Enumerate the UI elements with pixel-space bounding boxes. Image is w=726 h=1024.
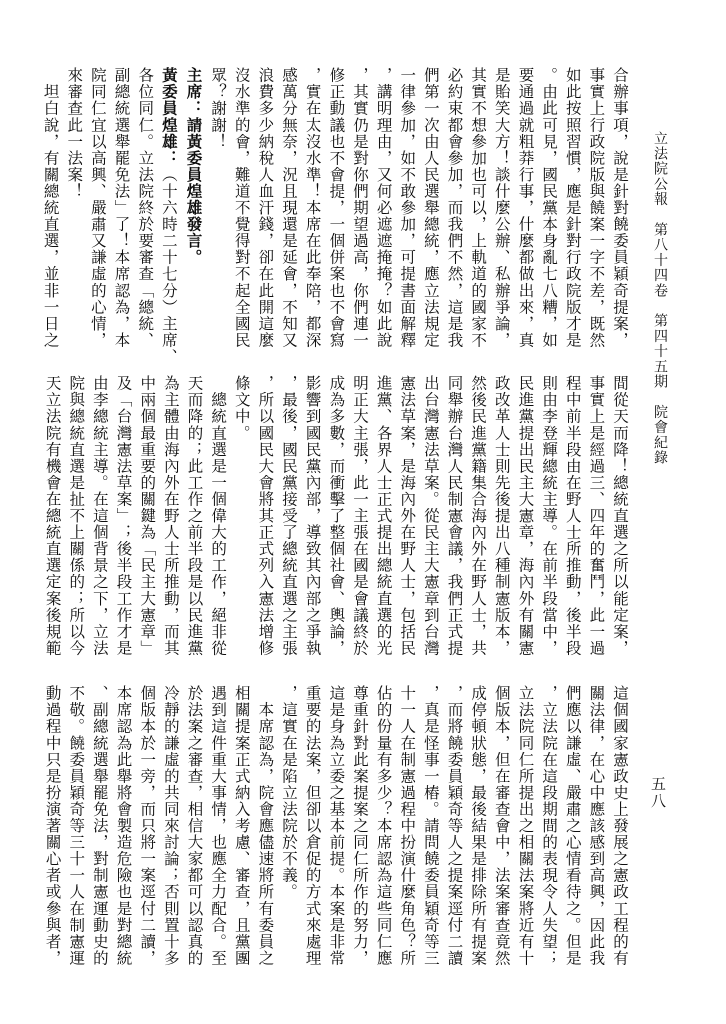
text-column: 條文中。 bbox=[232, 375, 251, 442]
text-column: 民進黨提出民主大憲章，海內外有關憲 bbox=[516, 375, 535, 657]
text-column: 沒水準的會，難道不覺得對不起全國民 bbox=[232, 67, 251, 349]
text-column: 是貽笑大方！談什麼公辦、私辦爭論， bbox=[492, 67, 511, 349]
text-column: 事實上是經過三、四年的奮鬥，此一過 bbox=[587, 375, 606, 657]
text-column: 們第一次由人民選舉總統，應立法規定 bbox=[421, 67, 440, 349]
text-column: 憲法草案，是海內外在野人士，包括民 bbox=[398, 375, 417, 657]
text-column: 天立法院有機會在總統直選定案後規範 bbox=[43, 375, 62, 657]
text-column: 成停頓狀態，最後結果是排除所有提案 bbox=[469, 685, 488, 967]
text-column: ，講明理由，又何必遮遮掩掩？如此說 bbox=[374, 67, 393, 349]
text-column: 為主體由海內外在野人士所推動，而其 bbox=[161, 375, 180, 657]
text-column: 坦白說，有關總統直選，並非一日之 bbox=[41, 67, 60, 349]
text-column: 十一人在制憲過程中扮演什麼角色？所 bbox=[398, 685, 417, 967]
text-column: 這個國家憲政史上發展之憲政工程的有 bbox=[611, 685, 629, 967]
text-column: 同舉辦台灣人民制憲會議，我們正式提 bbox=[445, 375, 464, 657]
text-column: 中兩個最重要的關鍵為「民主大憲章」 bbox=[138, 375, 157, 657]
text-column: ，而將饒委員穎奇等人之提案逕付二讀 bbox=[445, 685, 464, 967]
text-column: 佔的份量有多少？本席認為這些同仁應 bbox=[374, 685, 393, 967]
speaker-name: 主席：請黃委員煌雄發言。 bbox=[184, 67, 204, 266]
speaker-name: 黃委員煌雄： bbox=[159, 67, 179, 167]
text-column: 本席認為，院會應儘速將所有委員之 bbox=[256, 685, 275, 967]
text-column: 重要的法案，但卻以倉促的方式來處理 bbox=[303, 685, 322, 967]
text-column: ，真是怪事一樁。請問饒委員穎奇等三 bbox=[421, 685, 440, 967]
text-column: 們應以謙虛、嚴肅之心情看待之。但是 bbox=[563, 685, 582, 967]
text-column: 個版本，但在審查會中，法案審查竟然 bbox=[492, 685, 511, 967]
text-column: 、副總統選舉罷免法，對制憲運動史的 bbox=[90, 685, 109, 967]
text-column: 其實不想參加也可以，上軌道的國家不 bbox=[469, 67, 488, 349]
text-column: 院與總統直選是扯不上關係的；所以今 bbox=[67, 375, 86, 657]
text-strip-middle bbox=[40, 375, 631, 658]
text-column: 如此按照習慣，應是針對行政院版才是 bbox=[563, 67, 582, 349]
text-column: ，立法院在這段期間的表現令人失望； bbox=[540, 685, 559, 967]
text-column: ，其實仍是對你們期望過高，你們連一 bbox=[350, 67, 369, 349]
text-column: 本席認為此舉將會製造危險也是對總統 bbox=[114, 685, 133, 967]
text-column: 及「台灣憲法草案」；後半段工作才是 bbox=[114, 375, 133, 657]
text-column: ，實在太沒水準！本席在此奉陪，都深 bbox=[303, 67, 322, 349]
text-column: 黃委員煌雄：（十六時二十七分）主席、 bbox=[159, 67, 179, 365]
text-column: 則由李登輝總統主導。在前半段當中， bbox=[540, 375, 559, 657]
text-column: 相關提案正式納入考慮、審查，且黨團 bbox=[232, 685, 251, 967]
text-column: 間從天而降！總統直選之所以能定案， bbox=[611, 375, 629, 657]
text-column: 由李總統主導。在這個背景之下，立法 bbox=[90, 375, 109, 657]
text-column bbox=[181, 67, 206, 350]
text-column: 天而降的；此工作之前半段是以民進黨 bbox=[185, 375, 204, 657]
text-column: 然後民進黨籍集合海內外在野人士，共 bbox=[469, 375, 488, 657]
text-column: 政改革人士則先後提出八種制憲版本， bbox=[492, 375, 511, 657]
text-column: 出台灣憲法草案。從民主大憲章到台灣 bbox=[421, 375, 440, 657]
text-column: 進黨、各界人士正式提出總統直選的光 bbox=[374, 375, 393, 657]
text-column: 個版本於一旁，而只將一案逕付二讀， bbox=[138, 685, 157, 967]
text-column: 尊重針對此案提案之同仁所作的努力， bbox=[350, 685, 369, 967]
text-column: 於法案之審查，相信大家都可以認真的 bbox=[185, 685, 204, 967]
text-column: 冷靜的謙虛的共同來討論；否則置十多 bbox=[161, 685, 180, 967]
text-column: 副總統選舉罷免法」了！本席認為，本 bbox=[112, 67, 131, 349]
text-column: 遇到這件重大事情，也應全力配合。至 bbox=[209, 685, 228, 967]
text-column: 來審查此一法案！ bbox=[65, 67, 84, 200]
text-column: 合辦事項，說是針對饒委員穎奇提案， bbox=[611, 67, 629, 349]
text-column: 。由此可見，國民黨本身亂七八糟，如 bbox=[540, 67, 559, 349]
text-column: 影響到國民黨內部，導致其內部之爭執 bbox=[303, 375, 322, 657]
text-column: ，最後，國民黨接受了總統直選之主張 bbox=[280, 375, 299, 657]
text-column: 修正動議也不會提，一個併案也不會寫 bbox=[327, 67, 346, 349]
text-column: 關法律，在心中應該感到高興，因此我 bbox=[587, 685, 606, 967]
text-column: 眾？謝謝！ bbox=[209, 67, 228, 150]
text-column: 總統直選是一個偉大的工作，絕非從 bbox=[209, 375, 228, 657]
text-column: 事實上行政院版與饒案一字不差，既然 bbox=[587, 67, 606, 349]
text-column: 明正大主張，此一主張在國是會議終於 bbox=[350, 375, 369, 657]
text-column: 成為多數，而衝擊了整個社會、輿論， bbox=[327, 375, 346, 657]
text-strip-top bbox=[40, 67, 631, 365]
text-column: 動過程中只是扮演著關心者或參與者， bbox=[43, 685, 62, 967]
page-number: 五八 bbox=[649, 776, 667, 810]
text-column: 必約束都會參加，而我們不然，這是我 bbox=[445, 67, 464, 349]
text-column: 院同仁宜以高興、嚴肅又謙虛的心情， bbox=[88, 67, 107, 349]
text-column: 要通過就粗莽行事，什麼都做出來，真 bbox=[516, 67, 535, 349]
text-column: 一律參加，如不敢參加，可提書面解釋 bbox=[398, 67, 417, 349]
text-column: 程中前半段由在野人士所推動，後半段 bbox=[563, 375, 582, 657]
text-strip-bottom bbox=[40, 685, 631, 968]
text-column: 各位同仁。立法院終於要審查「總統、 bbox=[136, 67, 155, 349]
text-column: 這是身為立委之基本前提。本案是非常 bbox=[327, 685, 346, 967]
text-column: 浪費多少納稅人血汗錢，卻在此開這麼 bbox=[256, 67, 275, 349]
journal-header: 立法院公報 第八十四卷 第四十五期 院會紀錄 bbox=[652, 131, 668, 466]
text-column: 立法院同仁所提出之相關法案將近有十 bbox=[516, 685, 535, 967]
text-column: 感萬分無奈，況且現還是延會，不知又 bbox=[280, 67, 299, 349]
text-column: ，所以國民大會將其正式列入憲法增修 bbox=[256, 375, 275, 657]
text-column: 不敬。饒委員穎奇等三十一人在制憲運 bbox=[67, 685, 86, 967]
text-column: ，這實在是陷立法院於不義。 bbox=[280, 685, 299, 901]
